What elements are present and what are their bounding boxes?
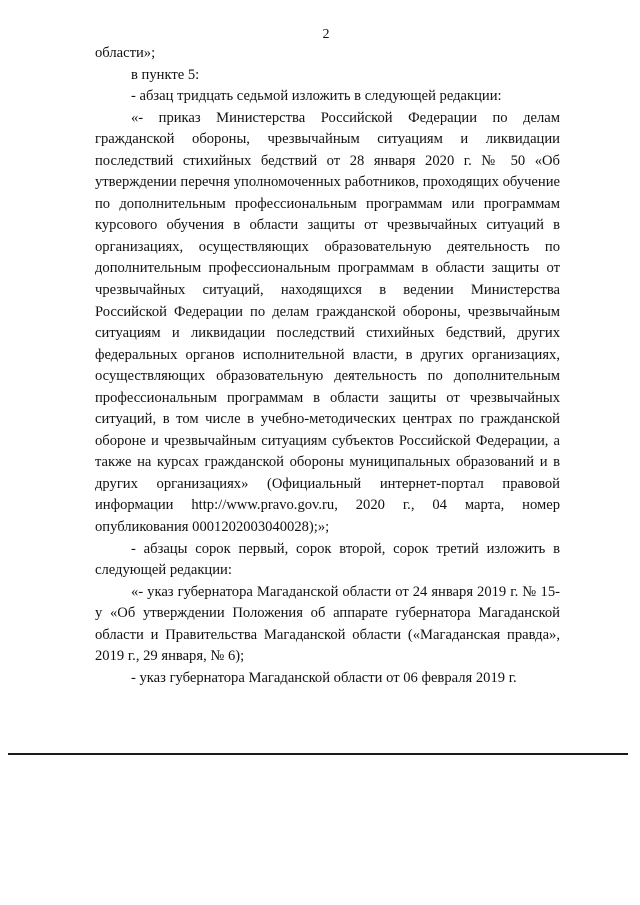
page-bottom-rule [8, 753, 628, 755]
paragraph-decree-24-jan: «- указ губернатора Магаданской области от 24 января 2019 г. № 15-у «Об утверждении Положения об аппарате губернатора Магаданской области и Правительства Магаданской области («Магаданская правда», 2019 г., 29 января, № 6); [95, 583, 560, 665]
paragraph-paragraphs-41-43-intro: - абзацы сорок первый, сорок второй, сорок третий изложить в следующей редакции: [95, 540, 560, 579]
paragraph-decree-06-feb: - указ губернатора Магаданской области от 06 февраля 2019 г. [131, 669, 517, 686]
paragraph-paragraph-37-intro: - абзац тридцать седьмой изложить в следующей редакции: [131, 88, 502, 105]
paragraph-order-text: «- приказ Министерства Российской Федерации по делам гражданской обороны, чрезвычайным ситуациям и ликвидации последствий стихийных бедствий от 28 января 2020 г. № 50 «Об утверждении перечня уполномоченных работников, проходящих обучение по дополнительным профессиональным программам или программам курсового обучения в области защиты от чрезвычайных ситуаций в организациях, осуществляющих образовательную деятельность по дополнительным профессиональным программам в области защиты от чрезвычайных ситуаций, находящихся в ведении Министерства Российской Федерации по делам гражданской обороны, чрезвычайным ситуациям и ликвидации последствий стихийных бедствий, других федеральных органов исполнительной власти, в других организациях, осуществляющих образовательную деятельность по дополнительным профессиональным программам в области защиты от чрезвычайных ситуаций, в том числе в учебно-методических центрах по гражданской обороне и чрезвычайным ситуациям субъектов Российской Федерации, а также на курсах гражданской обороны муниципальных образований и в других организациях» (Официальный интернет-портал правовой информации http://www.pravo.gov.ru, 2020 г., 04 марта, номер опубликования 0001202003040028);»; [95, 109, 560, 536]
paragraph-region-end: области»; [95, 45, 156, 61]
paragraph-clause-5: в пункте 5: [131, 66, 200, 83]
document-body [95, 43, 560, 689]
page-number: 2 [322, 27, 330, 42]
